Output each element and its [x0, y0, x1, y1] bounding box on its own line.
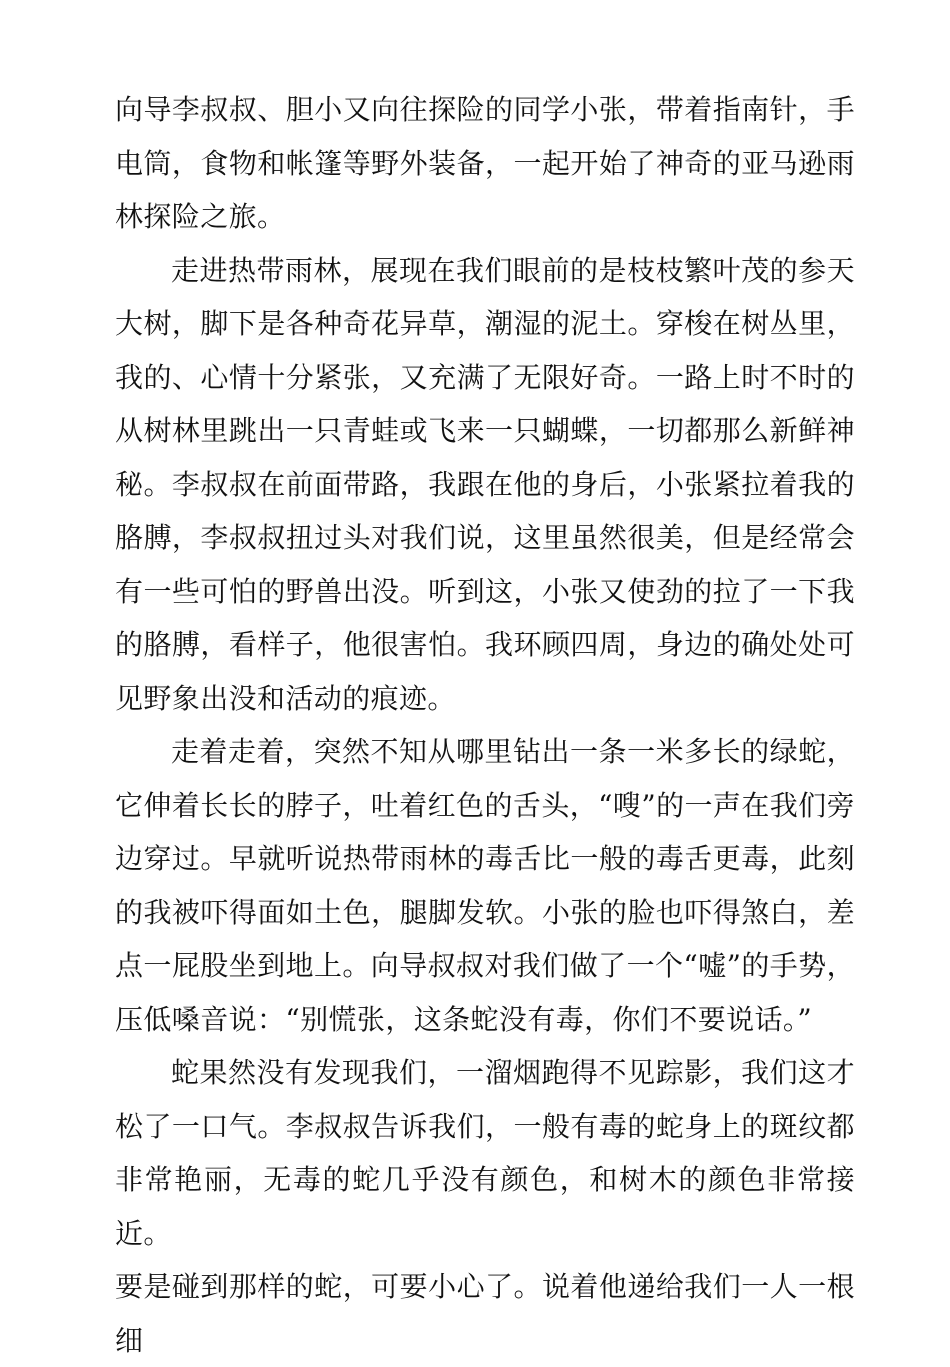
document-page [115, 83, 855, 1367]
paragraph-4: 蛇果然没有发现我们，一溜烟跑得不见踪影，我们这才松了一口气。李叔叔告诉我们，一般有毒的蛇身上的斑纹都非常艳丽，无毒的蛇几乎没有颜色，和树木的颜色非常接近。 [115, 1056, 855, 1250]
paragraph-5: 要是碰到那样的蛇，可要小心了。说着他递给我们一人一根细 [115, 1270, 855, 1357]
paragraph-1: 向导李叔叔、胆小又向往探险的同学小张，带着指南针，手电筒，食物和帐篷等野外装备，一起开始了神奇的亚马逊雨林探险之旅。 [115, 93, 855, 233]
paragraph-2: 走进热带雨林，展现在我们眼前的是枝枝繁叶茂的参天大树，脚下是各种奇花异草，潮湿的泥土。穿梭在树丛里，我的、心情十分紧张，又充满了无限好奇。一路上时不时的从树林里跳出一只青蛙或飞来一只蝴蝶，一切都那么新鲜神秘。李叔叔在前面带路，我跟在他的身后，小张紧拉着我的胳膊，李叔叔扭过头对我们说，这里虽然很美，但是经常会有一些可怕的野兽出没。听到这，小张又使劲的拉了一下我的胳膊，看样子，他很害怕。我环顾四周，身边的确处处可见野象出没和活动的痕迹。 [115, 253, 855, 715]
paragraph-3: 走着走着，突然不知从哪里钻出一条一米多长的绿蛇，它伸着长长的脖子，吐着红色的舌头，“嗖”的一声在我们旁边穿过。早就听说热带雨林的毒舌比一般的毒舌更毒，此刻的我被吓得面如土色，腿脚发软。小张的脸也吓得煞白，差点一屁股坐到地上。向导叔叔对我们做了一个“嘘”的手势，压低嗓音说：“别慌张，这条蛇没有毒，你们不要说话。” [115, 735, 855, 1036]
